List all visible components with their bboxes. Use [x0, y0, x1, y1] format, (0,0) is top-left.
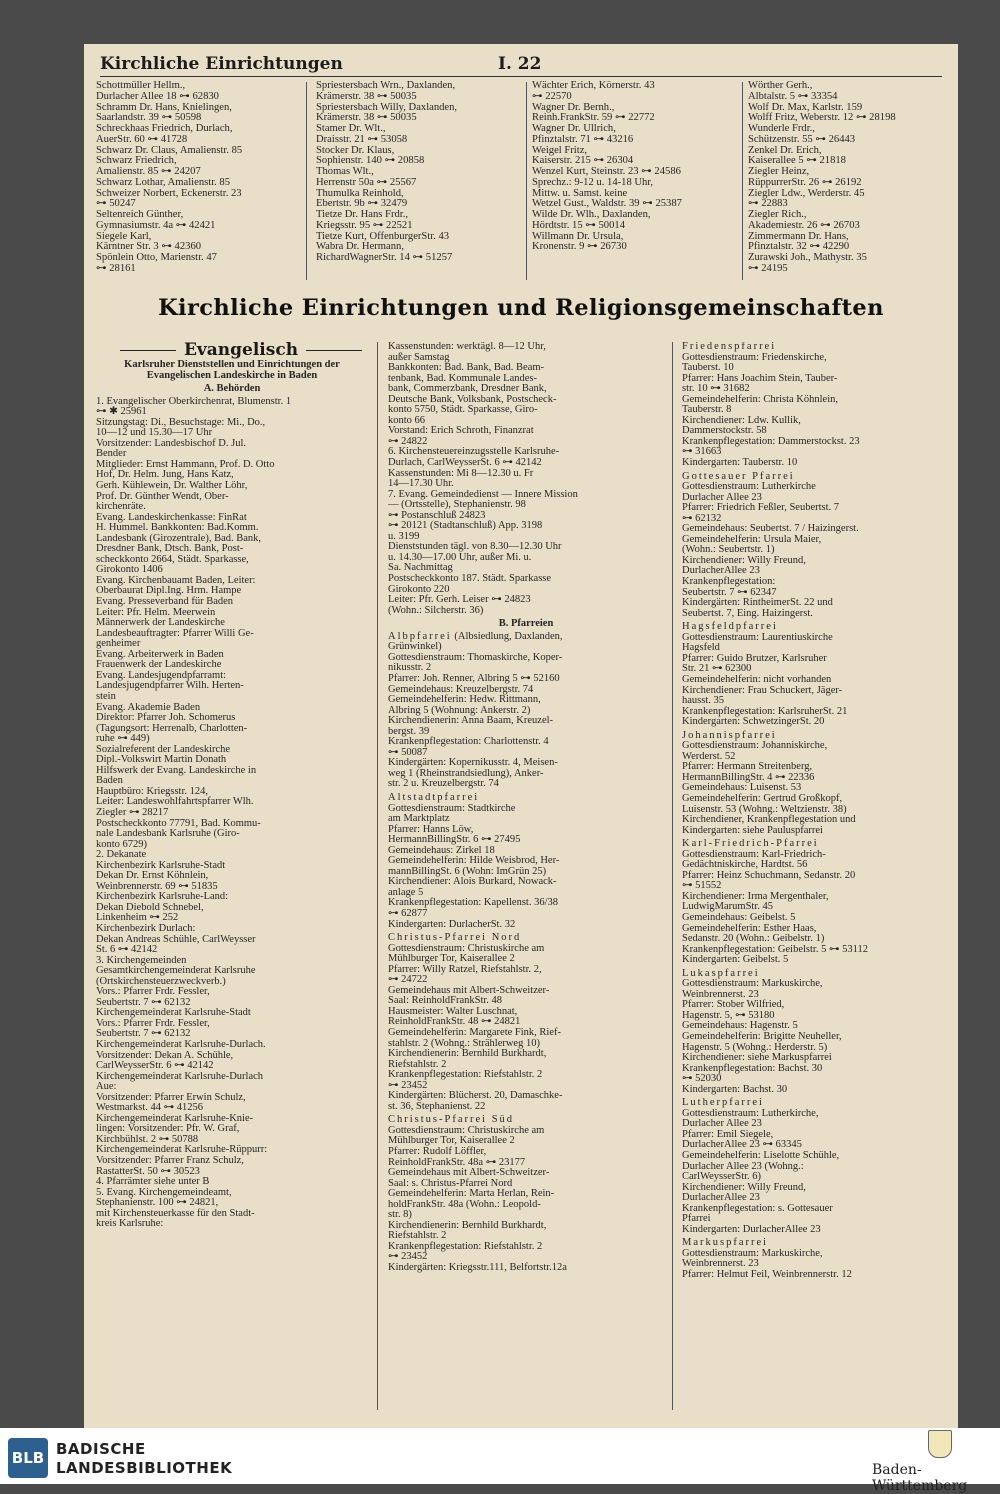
header-title: Kirchliche Einrichtungen [100, 54, 343, 74]
top-column-1 [96, 81, 301, 289]
lukaspfarrei-name: Lukaspfarrei [682, 967, 760, 979]
main-title: Kirchliche Einrichtungen und Religionsgemeinschaften [158, 295, 884, 321]
albpfarrei-name: Albpfarrei [388, 630, 452, 642]
blb-logo[interactable]: BLB [8, 1438, 48, 1478]
christus-nord-name: Christus-Pfarrei Nord [388, 932, 522, 944]
top-column-3 [532, 81, 738, 289]
gottesauer-pfarrei-name: Gottesauer Pfarrei [682, 470, 795, 482]
albpfarrei-entry [388, 632, 664, 790]
section-evangelisch [96, 340, 386, 360]
johannispfarrei-text: Gottesdienstraum: Johanniskirche, Werderst. 52 Pfarrer: Hermann Streitenberg, HermannBillingStr. 4 ⊶ 22336 Gemeindehaus: Luisenst. 53 Gemeindehelferin: Gertrud Großkopf, Luisenstr. 53 (Wohng.: Weltzienstr. 38) Kirchendiener, Krankenpflegestation und Kindergarten: siehe Pauluspfarrei [682, 740, 856, 836]
lutherpfarrei-name: Lutherpfarrei [682, 1097, 764, 1109]
markuspfarrei-name: Markuspfarrei [682, 1237, 769, 1249]
coat-of-arms-icon [928, 1430, 952, 1458]
column-divider [526, 82, 527, 280]
gottesauer-pfarrei-text: Gottesdienstraum: Lutherkirche Durlacher Allee 23 Pfarrer: Friedrich Feßler, Seubertst. 7 ⊶ 62132 Gemeindehaus: Seubertst. 7 / Haizingerst. Gemeindehelferin: Ursula Maier, (Wohn.: Seubertstr. 1) Kirchendiener: Willy Freund, DurlacherAllee 23 Krankenpflegestation: Seubertstr. 7 ⊶ 62347 Kindergärten: RintheimerSt. 22 und Seubertst. 7, Eing. Haizingerst. [682, 481, 859, 619]
library-name-line-2: LANDESBIBLIOTHEK [56, 1459, 233, 1477]
page-number: I. 22 [498, 54, 542, 74]
lutherpfarrei-text: Gottesdienstraum: Lutherkirche, Durlacher Allee 23 Pfarrer: Emil Siegele, DurlacherAllee 23 ⊶ 63345 Gemeindehelferin: Liselotte Schühle, Durlacher Allee 23 (Wohng.: CarlWeysserStr. 6) Kirchendiener: Willy Freund, DurlacherAllee 23 Krankenpflegestation: s. Gottesauer Pfarrei Kindergarten: DurlacherAllee 23 [682, 1107, 840, 1235]
column-divider [306, 82, 307, 280]
altstadtpfarrei-text: Gottesdienstraum: Stadtkirche am Marktplatz Pfarrer: Hanns Löw, HermannBillingStr. 6 ⊶ 27495 Gemeindehaus: Zirkel 18 Gemeindehelferin: Hilde Weisbrod, Her- mannBillingSt. 6 (Wohn: ImGrün 25) Kirchendiener: Alois Burkard, Nowack- anlage 5 Krankenpflegestation: Kapellenst. 36/38 ⊶ 62877 Kindergarten: DurlacherSt. 32 [388, 802, 560, 930]
top-column-1-text: Schottmüller Hellm., Durlacher Allee 18 ⊶ 62830 Schramm Dr. Hans, Knielingen, Saarlandstr. 39 ⊶ 50598 Schreckhaas Friedrich, Durlach, AuerStr. 60 ⊶ 41728 Schwarz Dr. Claus, Amalienstr. 85 Schwarz Friedrich, Amalienstr. 85 ⊶ 24207 Schwarz Lothar, Amalienstr. 85 Schweizer Norbert, Eckenerstr. 23 ⊶ 50247 Seltenreich Günther, Gymnasiumstr. 4a ⊶ 42421 Siegele Karl, Kärntner Str. 3 ⊶ 42360 Spönlein Otto, Marienstr. 47 ⊶ 28161 [96, 81, 243, 274]
column-2 [388, 342, 664, 1422]
christus-sued-name: Christus-Pfarrei Süd [388, 1114, 515, 1126]
lukaspfarrei-text: Gottesdienstraum: Markuskirche, Weinbrennerst. 23 Pfarrer: Stober Wilfried, Hagenstr. 5, ⊶ 53180 Gemeindehaus: Hagenstr. 5 Gemeindehelferin: Brigitte Neuheller, Hagenstr. 5 (Wohng.: Herderstr. 5) Kirchendiener: siehe Markuspfarrei Krankenpflegestation: Bachst. 30 ⊶ 52030 Kindergarten: Bachst. 30 [682, 978, 842, 1095]
karl-friedrich-pfarrei-text: Gottesdienstraum: Karl-Friedrich- Gedächtniskirche, Hardtst. 56 Pfarrer: Heinz Schuchmann, Sedanstr. 20 ⊶ 51552 Kirchendiener: Irma Mergenthaler, LudwigMarumStr. 45 Gemeindehaus: Geibelst. 5 Gemeindehelferin: Esther Haas, Sedanstr. 20 (Wohn.: Geibelstr. 1) Krankenpflegestation: Geibelstr. 5 ⊶ 53112 Kindergarten: Geibelst. 5 [682, 848, 868, 966]
column-2-top-text: Kassenstunden: werktägl. 8—12 Uhr, außer Samstag Bankkonten: Bad. Bank, Bad. Beam- tenbank, Bad. Kommunale Landes- bank, Commerzbank, Dresdner Bank, Deutsche Bank, Volksbank, Postscheck- konto 5750, Städt. Sparkasse, Giro- konto 66 Vorstand: Erich Schroth, Finanzrat ⊶ 24822 6. Kirchensteuereinzugsstelle Karlsruhe- Durlach, CarlWeysserSt. 6 ⊶ 42142 Kassenstunden: Mi 8—12.30 u. Fr 14—17.30 Uhr. 7. Evang. Gemeindedienst — Innere Mission — (Ortsstelle), Stephanienstr. 98 ⊶ Postanschluß 24823 ⊶ 20121 (Stadtanschluß) App. 3198 u. 3199 Dienststunden tägl. von 8.30—12.30 Uhr u. 14.30—17.00 Uhr, außer Mi. u. Sa. Nachmittag Postscheckkonto 187. Städt. Sparkasse Girokonto 220 Leiter: Pfr. Gerh. Leiser ⊶ 24823 (Wohn.: Silcherstr. 36) [388, 342, 578, 616]
behoerden-text: 1. Evangelischer Oberkirchenrat, Blumenstr. 1 ⊶ ✱ 25961 Sitzungstag: Di., Besuchstage: Mi., Do., 10—12 und 15.30—17 Uhr Vorsitzender: Landesbischof D. Jul. Bender Mitglieder: Ernst Hammann, Prof. D. Otto Hof, Dr. Helm. Jung, Hans Katz, Gerh. Kühlewein, Dr. Walther Löhr, Prof. Dr. Günther Wendt, Ober- kirchenräte. Evang. Landeskirchenkasse: FinRat H. Hummel. Bankkonten: Bad.Komm. Landesbank (Girozentrale), Bad. Bank, Dresdner Bank, Dtsch. Bank, Post- scheckkonto 2664, Städt. Sparkasse, Girokonto 1406 Evang. Kirchenbauamt Baden, Leiter: Oberbaurat Dipl.Ing. Hrm. Hampe Evang. Presseverband für Baden Leiter: Pfr. Helm. Meerwein Männerwerk der Landeskirche Landesbeauftragter: Pfarrer Willi Ge- genheimer Evang. Arbeiterwerk in Baden Frauenwerk der Landeskirche Evang. Landesjugendpfarramt: Landesjugendpfarrer Wilh. Herten- stein Evang. Akademie Baden Direktor: Pfarrer Joh. Schomerus (Tagungsort: Herrenalb, Charlotten- ruhe ⊶ 449) Sozialreferent der Landeskirche Dipl.-Volkswirt Martin Donath Hilfswerk der Evang. Landeskirche in Baden Hauptbüro: Kriegsstr. 124, Leiter: Landeswohlfahrtspfarrer Wlh. Ziegler ⊶ 28217 Postscheckkonto 77791, Bad. Kommu- nale Landesbank Karlsruhe (Giro- konto 6729) 2. Dekanate Kirchenbezirk Karlsruhe-Stadt Dekan Dr. Ernst Köhnlein, Weinbrennerstr. 69 ⊶ 51835 Kirchenbezirk Karlsruhe-Land: Dekan Diebold Schnebel, Linkenheim ⊶ 252 Kirchenbezirk Durlach: Dekan Andreas Schühle, CarlWeysser St. 6 ⊶ 42142 3. Kirchengemeinden Gesamtkirchengemeinderat Karlsruhe (Ortskirchensteuerzweckverb.) Vors.: Pfarrer Frdr. Fessler, Seubertstr. 7 ⊶ 62132 Kirchengemeinderat Karlsruhe-Stadt Vors.: Pfarrer Frdr. Fessler, Seubertstr. 7 ⊶ 62132 Kirchengemeinderat Karlsruhe-Durlach. Vorsitzender: Dekan A. Schühle, CarlWeysserStr. 6 ⊶ 42142 Kirchengemeinderat Karlsruhe-Durlach Aue: Vorsitzender: Pfarrer Erwin Schulz, Westmarkst. 44 ⊶ 41256 Kirchengemeinderat Karlsruhe-Knie- lingen: Vorsitzender: Pfr. W. Graf, Kirchbühlst. 2 ⊶ 50788 Kirchengemeinderat Karlsruhe-Rüppurr: Vorsitzender: Pfarrer Franz Schulz, RastatterSt. 50 ⊶ 30523 4. Pfarrämter siehe unter B 5. Evang. Kirchengemeindeamt, Stephanienstr. 100 ⊶ 24821, mit Kirchensteuerkasse für den Stadt- kreis Karlsruhe: [96, 395, 292, 1230]
column-divider [742, 82, 743, 280]
heading-rule [120, 350, 176, 351]
library-name-line-1: BADISCHE [56, 1440, 146, 1458]
christus-nord-text: Gottesdienstraum: Christuskirche am Mühlburger Tor, Kaiserallee 2 Pfarrer: Willy Ratzel, Riefstahlstr. 2, ⊶ 24722 Gemeindehaus mit Albert-Schweitzer- Saal: ReinholdFrankStr. 48 Hausmeister: Walter Luschnat, ReinholdFrankStr. 48 ⊶ 24821 Gemeindehelferin: Margarete Fink, Rief- stahlstr. 2 (Wohng.: Strählerweg 10) Kirchendienerin: Bernhild Burkhardt, Riefstahlstr. 2 Krankenpflegestation: Riefstahlstr. 2 ⊶ 23452 Kindergärten: Blücherst. 20, Damaschke- st. 36, Stephanienst. 22 [388, 942, 563, 1112]
column-divider [377, 342, 378, 1410]
section-b-heading: B. Pfarreien [498, 618, 554, 630]
top-column-2 [316, 81, 522, 289]
friedenspfarrei-text: Gottesdienstraum: Friedenskirche, Tauberst. 10 Pfarrer: Hans Joachim Stein, Tauber- str. 10 ⊶ 31682 Gemeindehelferin: Christa Köhnlein, Tauberstr. 8 Kirchendiener: Ldw. Kullik, Dammerstockstr. 58 Krankenpflegestation: Dammerstockst. 23 ⊶ 31663 Kindergarten: Tauberstr. 10 [682, 351, 860, 469]
top-column-3-text: Wächter Erich, Körnerstr. 43 ⊶ 22570 Wagner Dr. Bernh., Reinh.FrankStr. 59 ⊶ 22772 Wagner Dr. Ullrich, Pfinztalstr. 71 ⊶ 43216 Weigel Fritz, Kaiserstr. 215 ⊶ 26304 Wenzel Kurt, Steinstr. 23 ⊶ 24586 Sprechz.: 9-12 u. 14-18 Uhr, Mittw. u. Samst. keine Wetzel Gust., Waldstr. 39 ⊶ 25387 Wilde Dr. Wlh., Daxlanden, Hördtstr. 15 ⊶ 50014 Willmann Dr. Ursula, Kronenstr. 9 ⊶ 26730 [532, 81, 682, 253]
section-a-heading: A. Behörden [203, 383, 261, 395]
directory-page [84, 44, 958, 1428]
evangelisch-subtitle: Karlsruher Dienststellen und Einrichtungen der Evangelischen Landeskirche in Baden [124, 360, 340, 381]
markuspfarrei-text: Gottesdienstraum: Markuskirche, Weinbrennerst. 23 Pfarrer: Helmut Feil, Weinbrennerstr. 12 [682, 1247, 852, 1281]
column-1 [96, 360, 368, 1422]
baden-wuerttemberg-label: Baden-Württemberg [872, 1462, 968, 1494]
heading-rule [306, 350, 362, 351]
evangelisch-heading: Evangelisch [183, 340, 299, 360]
top-column-4-text: Wörther Gerh., Albtalstr. 5 ⊶ 33354 Wolf Dr. Max, Karlstr. 159 Wolff Fritz, Weberstr. 12 ⊶ 28198 Wunderle Frdr., Schützenstr. 55 ⊶ 26443 Zenkel Dr. Erich, Kaiserallee 5 ⊶ 21818 Ziegler Heinz, RüppurrerStr. 26 ⊶ 26192 Ziegler Ldw., Werderstr. 45 ⊶ 22883 Ziegler Rich., Akademiestr. 26 ⊶ 26703 Zimmermann Dr. Hans, Pfinztalstr. 32 ⊶ 42290 Zurawski Joh., Mathystr. 35 ⊶ 24195 [748, 81, 896, 274]
footer-bar [0, 1428, 1000, 1494]
johannispfarrei-name: Johannispfarrei [682, 729, 777, 741]
running-header [100, 54, 942, 77]
karl-friedrich-pfarrei-name: Karl-Friedrich-Pfarrei [682, 838, 819, 850]
top-column-4 [748, 81, 948, 289]
column-3 [682, 342, 948, 1422]
top-column-2-text: Spriestersbach Wrn., Daxlanden, Krämerstr. 38 ⊶ 50035 Spriestersbach Willy, Daxlanden, Krämerstr. 38 ⊶ 50035 Stamer Dr. Wlt., Draisstr. 21 ⊶ 53058 Stocker Dr. Klaus, Sophienstr. 140 ⊶ 20858 Thomas Wlt., Herrenstr 50a ⊶ 25567 Thumulka Reinhold, Ebertstr. 9b ⊶ 32479 Tietze Dr. Hans Frdr., Kriegsstr. 95 ⊶ 22521 Tietze Kurt, OffenburgerStr. 43 Wabra Dr. Hermann, RichardWagnerStr. 14 ⊶ 51257 [316, 81, 458, 263]
albpfarrei-text: (Albsiedlung, Daxlanden, Grünwinkel) Gottesdienstraum: Thomaskirche, Koper- nikusstr. 2 Pfarrer: Joh. Renner, Albring 5 ⊶ 52160 Gemeindehaus: Kreuzelbergstr. 74 Gemeindehelferin: Hedw. Rittmann, Albring 5 (Wohnung: Ankerstr. 2) Kirchendienerin: Anna Baam, Kreuzel- bergst. 39 Krankenpflegestation: Charlottenstr. 4 ⊶ 50087 Kindergärten: Kopernikusstr. 4, Meisen- weg 1 (Rheinstrandsiedlung), Anker- str. 2 u. Kreuzelbergstr. 74 [388, 630, 563, 790]
christus-sued-text: Gottesdienstraum: Christuskirche am Mühlburger Tor, Kaiserallee 2 Pfarrer: Rudolf Löffler, ReinholdFrankStr. 48a ⊶ 23177 Gemeindehaus mit Albert-Schweitzer- Saal: s. Christus-Pfarrei Nord Gemeindehelferin: Marta Herlan, Rein- holdFrankStr. 48a (Wohn.: Leopold- str. 8) Kirchendienerin: Bernhild Burkhardt, Riefstahlstr. 2 Krankenpflegestation: Riefstahlstr. 2 ⊶ 23452 Kindergärten: Kriegsstr.111, Belfortstr.12a [388, 1124, 567, 1274]
friedenspfarrei-name: Friedenspfarrei [682, 342, 777, 352]
hagsfeldpfarrei-text: Gottesdienstraum: Laurentiuskirche Hagsfeld Pfarrer: Guido Brutzer, Karlsruher Str. 21 ⊶ 62300 Gemeindehelferin: nicht vorhanden Kirchendiener: Frau Schuckert, Jäger- hausst. 35 Krankenpflegestation: KarlsruherSt. 21 Kindergarten: SchwetzingerSt. 20 [682, 631, 848, 728]
column-divider [672, 342, 673, 1410]
hagsfeldpfarrei-name: Hagsfeldpfarrei [682, 621, 778, 633]
altstadtpfarrei-name: Altstadtpfarrei [388, 791, 480, 803]
